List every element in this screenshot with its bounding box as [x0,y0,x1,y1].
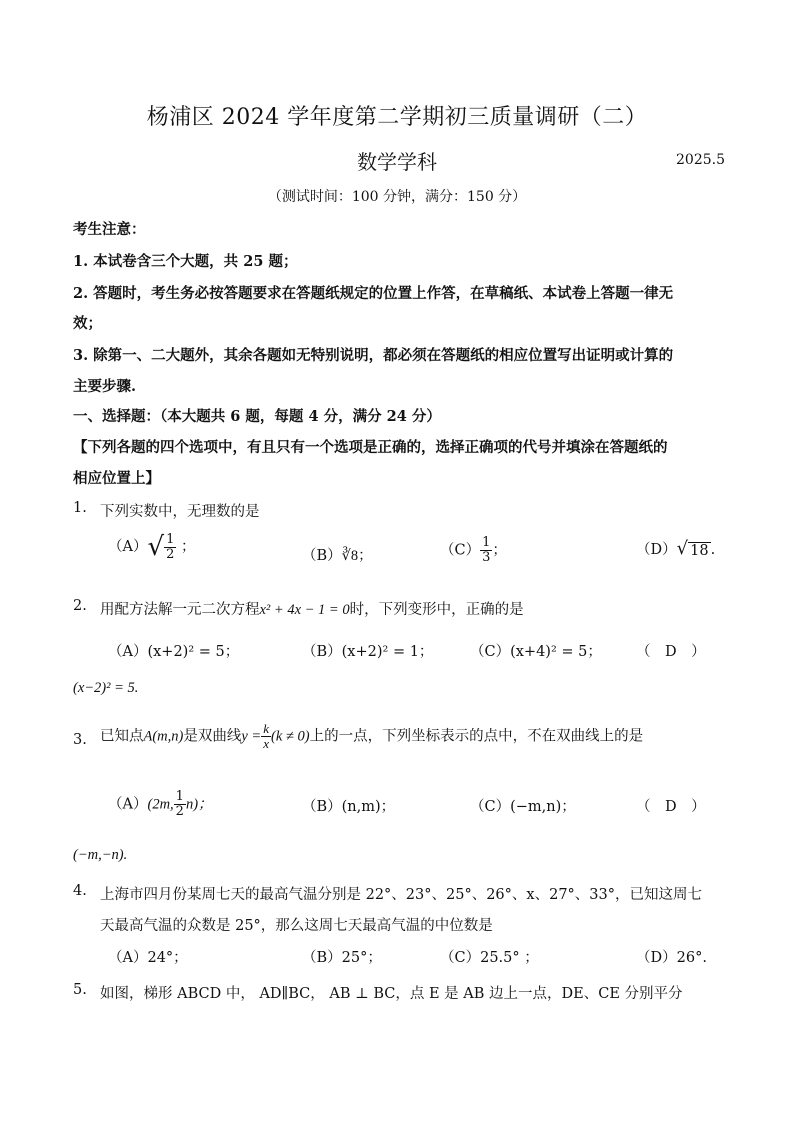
q2-option-b: （B）(x+2)² = 1； [302,644,434,660]
page-title: 杨浦区 2024 学年度第二学期初三质量调研（二） [146,105,648,130]
exam-date: 2025.5 [676,152,725,168]
q1-option-d: （D）√ 18 . [636,538,716,559]
subject-title: 数学学科 [357,150,437,174]
q4-option-d: （D）26°. [636,950,707,966]
q3-option-b: （B）(n,m)； [302,799,396,815]
question-3-number: 3. [73,732,87,748]
q3-option-a: （A）(2m, $\frac{1}{2}$ n)； [108,789,213,819]
q1-a-sqrt: √ $\frac{1}{2}$ [147,531,175,562]
q4-option-a: （A）24°； [108,950,188,966]
notice-item-1: 1. 本试卷含三个大题，共 25 题； [73,253,298,270]
q3-option-c: （C）(−m,n)； [470,799,576,815]
q4-option-b: （B）25°； [302,950,382,966]
q1-a-fraction: $\frac{1}{2}$ [166,531,175,562]
notice-heading: 考生注意： [73,221,146,238]
q3-a-fraction: $\frac{1}{2}$ [175,789,184,819]
question-2-number: 2. [73,598,87,614]
q1-option-c: （C） $\frac{1}{3}$ ； [440,535,507,565]
notice-item-3: 3. 除第一、二大题外，其余各题如无特别说明，都必须在答题纸的相应位置写出证明或计算的 [73,347,674,364]
q3-option-d-cont: (−m,−n). [73,847,128,863]
question-1-stem: 下列实数中，无理数的是 [100,504,260,520]
q3-eq-fraction: $\frac{k}{x}$ [263,721,270,751]
section-instruction: 【下列各题的四个选项中，有且只有一个选项是正确的，选择正确项的代号并填涂在答题纸的 [73,439,668,456]
question-4-line-1: 上海市四月份某周七天的最高气温分别是 22°、23°、25°、26°、x、27°、33°，已知这周七 [100,887,702,903]
notice-item-3-cont: 主要步骤. [73,378,137,395]
q1-a-label: （A） [108,539,148,555]
question-4-number: 4. [73,883,87,899]
notice-item-2: 2. 答题时，考生务必按答题要求在答题纸规定的位置上作答，在草稿纸、本试卷上答题一律无 [73,285,674,302]
q4-option-c: （C）25.5° ； [440,950,539,966]
section-instruction-cont: 相应位置上】 [73,470,160,487]
q3-option-d: （ D ） [636,799,706,815]
section-heading: 一、选择题：（本大题共 6 题，每题 4 分，满分 24 分） [73,408,441,425]
q2-option-d: （ D ） [636,644,706,660]
time-info: （测试时间：100 分钟，满分：150 分） [267,189,527,205]
q1-option-a: （A）√ $\frac{1}{2}$ ； [108,531,196,562]
q2-option-c: （C）(x+4)² = 5； [470,644,602,660]
question-5-number: 5. [73,982,87,998]
question-1-number: 1. [73,500,87,516]
notice-item-2-cont: 效； [73,315,102,332]
question-2-stem: 用配方法解一元二次方程x² + 4x − 1 = 0时，下列变形中，正确的是 [100,602,524,618]
q1-c-fraction: $\frac{1}{3}$ [482,535,491,565]
q2-option-a: （A）(x+2)² = 5； [108,644,240,660]
question-4-line-2: 天最高气温的众数是 25°，那么这周七天最高气温的中位数是 [100,918,493,934]
question-5-line-1: 如图，梯形 ABCD 中， AD∥BC， AB ⊥ BC，点 E 是 AB 边上一点，DE、CE 分别平分 [100,986,683,1002]
q1-option-b: （B）∛8； [302,548,373,564]
question-3-stem: 已知点A(m,n)是双曲线y = $\frac{k}{x}$ (k ≠ 0)上的一点，下列坐标表示的点中，不在双曲线上的是 [100,721,644,751]
q2-option-d-cont: (x−2)² = 5. [73,680,139,696]
